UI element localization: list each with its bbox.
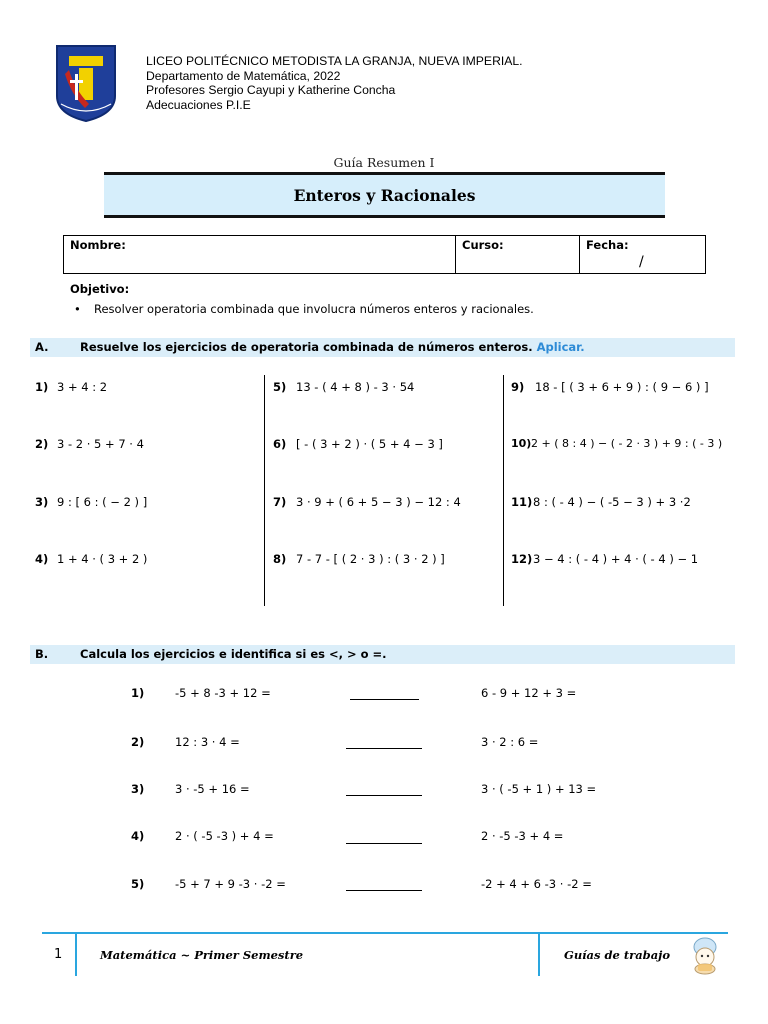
exercise-number: 8) — [273, 552, 287, 566]
exercise-1 — [35, 380, 107, 394]
compare-left-expression: -5 + 7 + 9 -3 · -2 = — [175, 877, 286, 891]
footer-guides: Guías de trabajo — [564, 948, 670, 962]
school-header — [146, 54, 523, 112]
mascot-icon — [688, 933, 722, 975]
exercise-2 — [35, 437, 144, 451]
department: Departamento de Matemática, 2022 — [146, 68, 341, 83]
date-slash: / — [639, 254, 644, 270]
exercise-7 — [273, 495, 461, 509]
compare-number: 2) — [131, 735, 145, 749]
student-info-table — [63, 235, 706, 274]
page-title — [104, 172, 665, 218]
course-label: Curso: — [462, 238, 504, 252]
section-a-instruction: Resuelve los ejercicios de operatoria combinada de números enteros. — [80, 340, 533, 354]
answer-blank[interactable] — [346, 748, 422, 749]
exercise-number: 9) — [511, 380, 525, 394]
exercise-expression: 3 - 2 · 5 + 7 · 4 — [57, 437, 144, 451]
compare-left-expression: 3 · -5 + 16 = — [175, 782, 250, 796]
exercise-expression: 7 - 7 - [ ( 2 · 3 ) : ( 3 · 2 ) ] — [296, 552, 445, 566]
name-field[interactable] — [64, 236, 456, 273]
footer-divider — [75, 934, 77, 976]
compare-right-expression: -2 + 4 + 6 -3 · -2 = — [481, 877, 592, 891]
exercise-expression: 3 · 9 + ( 6 + 5 − 3 ) − 12 : 4 — [296, 495, 461, 509]
objective-text: Resolver operatoria combinada que involucra números enteros y racionales. — [94, 302, 534, 316]
section-a-tag: Aplicar. — [536, 340, 585, 354]
teachers: Profesores Sergio Cayupi y Katherine Concha — [146, 83, 396, 98]
adaptations: Adecuaciones P.I.E — [146, 97, 251, 112]
exercise-expression: 8 : ( - 4 ) − ( -5 − 3 ) + 3 ·2 — [533, 495, 691, 509]
objective-item — [74, 302, 534, 316]
name-label: Nombre: — [70, 238, 126, 252]
exercise-6 — [273, 437, 443, 451]
exercise-expression: [ - ( 3 + 2 ) · ( 5 + 4 − 3 ] — [296, 437, 443, 451]
answer-blank[interactable] — [346, 795, 422, 796]
footer-divider — [538, 934, 540, 976]
date-label: Fecha: — [586, 238, 629, 252]
answer-blank[interactable] — [350, 699, 419, 700]
exercise-12 — [511, 552, 698, 566]
compare-number: 1) — [131, 686, 145, 700]
exercise-11 — [511, 495, 691, 509]
exercise-expression: 2 + ( 8 : 4 ) − ( - 2 · 3 ) + 9 : ( - 3 ) — [531, 437, 723, 450]
compare-number: 4) — [131, 829, 145, 843]
compare-right-expression: 3 · 2 : 6 = — [481, 735, 539, 749]
exercise-expression: 13 - ( 4 + 8 ) - 3 · 54 — [296, 380, 415, 394]
compare-left-expression: -5 + 8 -3 + 12 = — [175, 686, 271, 700]
exercise-expression: 9 : [ 6 : ( − 2 ) ] — [57, 495, 148, 509]
bullet-icon: • — [74, 302, 81, 316]
section-a-letter: A. — [35, 340, 49, 354]
exercise-number: 3) — [35, 495, 49, 509]
exercise-expression: 3 + 4 : 2 — [57, 380, 108, 394]
exercise-number: 10) — [511, 437, 532, 450]
answer-blank[interactable] — [346, 843, 422, 844]
exercise-10 — [511, 437, 722, 450]
exercise-8 — [273, 552, 445, 566]
compare-right-expression: 3 · ( -5 + 1 ) + 13 = — [481, 782, 597, 796]
exercise-4 — [35, 552, 147, 566]
exercise-9 — [511, 380, 709, 394]
compare-number: 5) — [131, 877, 145, 891]
exercise-number: 6) — [273, 437, 287, 451]
section-b-letter: B. — [35, 647, 49, 661]
exercise-expression: 1 + 4 · ( 3 + 2 ) — [57, 552, 148, 566]
footer-subject: Matemática ~ Primer Semestre — [100, 948, 304, 962]
guide-subtitle: Guía Resumen I — [333, 155, 435, 170]
compare-right-expression: 6 - 9 + 12 + 3 = — [481, 686, 577, 700]
answer-blank[interactable] — [346, 890, 422, 891]
school-crest-logo — [55, 44, 117, 122]
exercise-number: 5) — [273, 380, 287, 394]
exercise-number: 4) — [35, 552, 49, 566]
exercise-expression: 18 - [ ( 3 + 6 + 9 ) : ( 9 − 6 ) ] — [535, 380, 709, 394]
page-title-text: Enteros y Racionales — [293, 185, 476, 205]
compare-right-expression: 2 · -5 -3 + 4 = — [481, 829, 564, 843]
objective-label: Objetivo: — [70, 282, 130, 296]
page-number: 1 — [54, 947, 63, 962]
footer-rule — [42, 932, 728, 934]
exercise-number: 2) — [35, 437, 49, 451]
exercise-5 — [273, 380, 414, 394]
column-divider — [503, 375, 504, 606]
exercise-number: 11) — [511, 495, 533, 509]
section-b-instruction: Calcula los ejercicios e identifica si es <, > o =. — [80, 647, 387, 661]
exercise-expression: 3 − 4 : ( - 4 ) + 4 · ( - 4 ) − 1 — [533, 552, 699, 566]
section-a-header — [30, 338, 735, 357]
exercise-number: 1) — [35, 380, 49, 394]
exercise-number: 12) — [511, 552, 533, 566]
compare-left-expression: 12 : 3 · 4 = — [175, 735, 240, 749]
compare-number: 3) — [131, 782, 145, 796]
school-name: LICEO POLITÉCNICO METODISTA LA GRANJA, NUEVA IMPERIAL. — [146, 54, 523, 68]
exercise-number: 7) — [273, 495, 287, 509]
section-b-header — [30, 645, 735, 664]
compare-left-expression: 2 · ( -5 -3 ) + 4 = — [175, 829, 274, 843]
course-field[interactable] — [456, 236, 580, 273]
section-a-instruction-wrap — [80, 338, 585, 357]
column-divider — [264, 375, 265, 606]
exercise-3 — [35, 495, 147, 509]
